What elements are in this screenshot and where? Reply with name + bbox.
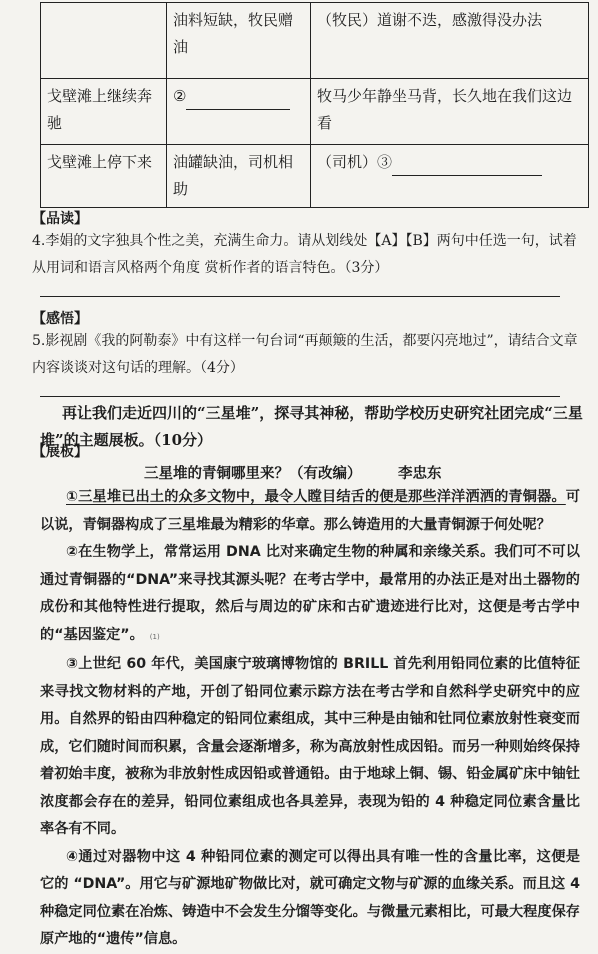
table-row — [41, 145, 589, 208]
article-author: 李忠东 — [398, 465, 442, 482]
table-row — [41, 79, 589, 145]
table-cell: 戈壁滩上停下来 — [41, 145, 167, 208]
answer-cell-3 — [311, 145, 589, 208]
table-cell-empty — [41, 3, 167, 79]
handwritten-mark: (1) — [149, 632, 160, 641]
paragraph-2 — [40, 539, 580, 651]
table-cell: 戈壁滩上继续奔驰 — [41, 79, 167, 145]
paragraph-2-text: ②在生物学上，常常运用 DNA 比对来确定生物的种属和亲缘关系。我们可不可以通过青铜器的“DNA”来寻找其源头呢？在考古学中，最常用的办法正是对出土器物的成份和其他特性进行提取，然后与周边的矿床和古矿遗迹进行比对，这便是考古学中的“基因鉴定”。 — [40, 544, 580, 643]
paragraph-4: ④通过对器物中这 4 种铅同位素的测定可以得出具有唯一性的含量比率，这便是它的 “DNA”。用它与矿源地矿物做比对，就可确定文物与矿源的血缘关系。而且这 4 种稳定同位素在冶炼、铸造中不会发生分馏等变化。与微量元素相比，可最大程度保存原产地的“遗传”信息。 — [40, 848, 580, 947]
underlined-sentence: ①三星堆已出土的众多文物中，最令人瞠目结舌的便是那些洋洋洒洒的青铜器。 — [66, 489, 566, 505]
table-row — [41, 3, 589, 79]
blank-marker: ② — [173, 87, 187, 105]
section-heading-gandi: 【感悟】 — [32, 311, 88, 327]
blank-prefix: （司机）③ — [317, 153, 393, 171]
answer-blank-3[interactable] — [392, 157, 542, 176]
question-4: 4.李娟的文字独具个性之美，充满生命力。请从划线处【A】【B】两句中任选一句，试着从用词和语言风格两个角度 赏析作者的语言特色。（3分） — [32, 233, 577, 276]
article-title: 三星堆的青铜哪里来？（有改编） — [144, 465, 362, 482]
paragraph-1 — [40, 484, 580, 539]
table-cell: 油罐缺油，司机相助 — [167, 145, 311, 208]
paragraph-3: ③上世纪 60 年代，美国康宁玻璃博物馆的 BRILL 首先利用铅同位素的比值特征来寻找文物材料的产地，开创了铅同位素示踪方法在考古学和自然科学史研究中的应用。自然界的铅由四种稳定的铅同位素组成，其中三种是由铀和钍同位素放射性衰变而成，它们随时间而积累，含量会逐渐增多，称为高放射性成因铅。而另一种则始终保持着初始丰度，被称为非放射性成因铅或普通铅。由于地球上铜、锡、铅金属矿床中铀钍浓度都会存在的差异，铅同位素组成也各具差异，表现为铅的 4 种稳定同位素含量比率各有不同。 — [40, 656, 580, 837]
question-5: 5.影视剧《我的阿勒泰》中有这样一句台词“再颠簸的生活，都要闪亮地过”，请结合文章内容谈谈对这句话的理解。（4分） — [32, 333, 578, 376]
answer-blank-2[interactable] — [186, 91, 290, 110]
article-body — [40, 484, 580, 954]
answer-cell-2 — [167, 79, 311, 145]
answer-line-4[interactable] — [40, 296, 560, 297]
section-heading-zhanban: 【展板】 — [32, 444, 88, 460]
section-heading-pindu: 【品读】 — [32, 211, 88, 227]
paragraph-1-rest: 可以说，青铜器构成了三星堆最为精彩的华章。那么铸造用的大量青铜源于何处呢？ — [40, 489, 580, 533]
table-cell: 牧马少年静坐马背，长久地在我们这边看 — [311, 79, 589, 145]
table-cell: （牧民）道谢不迭，感激得没办法 — [311, 3, 589, 79]
table-cell: 油料短缺，牧民赠油 — [167, 3, 311, 79]
plot-table — [40, 2, 589, 208]
answer-line-5[interactable] — [40, 396, 560, 397]
task-intro: 再让我们走近四川的“三星堆”，探寻其神秘，帮助学校历史研究社团完成“三星堆”的主题展板。（10分） — [40, 404, 583, 449]
